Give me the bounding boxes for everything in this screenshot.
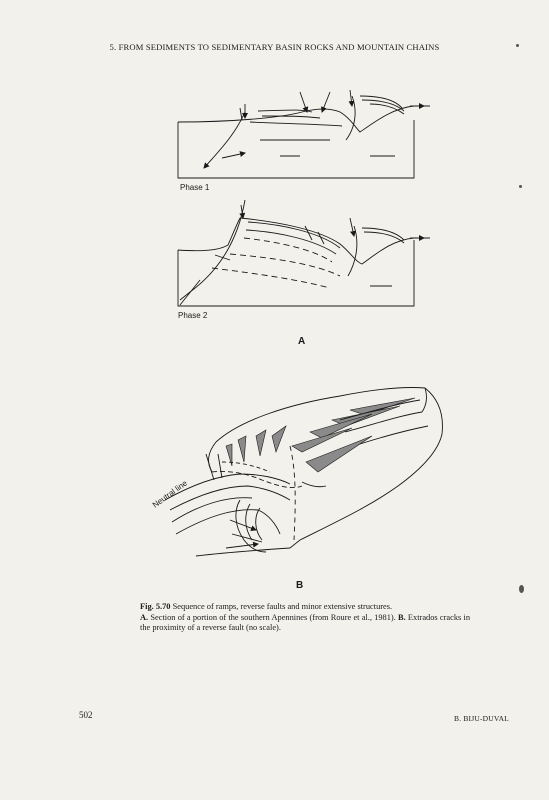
caption-part-a-letter: A. xyxy=(140,612,149,622)
phase2-label: Phase 2 xyxy=(178,311,208,320)
block-diagram xyxy=(165,387,442,556)
running-header: 5. FROM SEDIMENTS TO SEDIMENTARY BASIN ROCKS AND MOUNTAIN CHAINS xyxy=(109,42,440,52)
caption-part-a-text: Section of a portion of the southern Apennines (from Roure et al., 1981). xyxy=(150,612,396,622)
panel-a-letter: A xyxy=(298,336,306,347)
caption-fig-number: Fig. 5.70 xyxy=(140,602,171,611)
phase1-section xyxy=(178,90,430,178)
panel-b-letter: B xyxy=(296,580,304,591)
phase1-label: Phase 1 xyxy=(180,183,210,192)
neutral-line-label: Neutral line xyxy=(150,478,189,510)
page-number: 502 xyxy=(79,710,93,720)
author-footer: B. BIJU-DUVAL xyxy=(454,714,509,723)
phase2-section xyxy=(178,200,430,306)
figure-caption xyxy=(140,602,470,634)
caption-title: Sequence of ramps, reverse faults and minor extensive structures. xyxy=(172,602,393,611)
caption-part-b-letter: B. xyxy=(398,612,406,622)
caption-part-b-text: Extrados cracks in the proximity of a reverse fault (no scale). xyxy=(140,612,471,633)
